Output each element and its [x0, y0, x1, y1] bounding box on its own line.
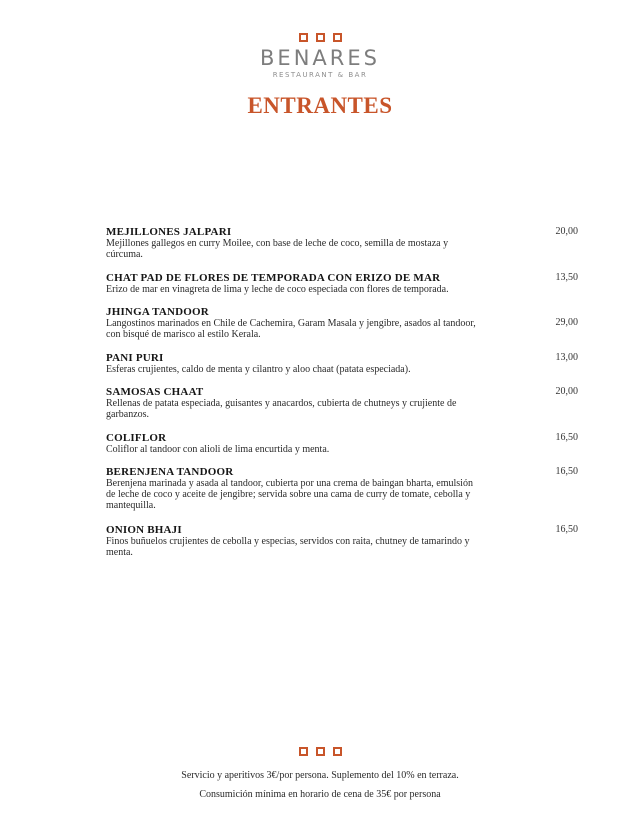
- menu-item: [106, 272, 578, 295]
- item-price: 13,00: [555, 352, 578, 363]
- item-price: 16,50: [555, 524, 578, 535]
- item-name: COLIFLOR: [106, 432, 167, 444]
- item-name: BERENJENA TANDOOR: [106, 466, 234, 478]
- item-price: 20,00: [555, 386, 578, 397]
- section-title: ENTRANTES: [247, 93, 393, 118]
- item-price: 13,50: [555, 272, 578, 283]
- item-name: CHAT PAD DE FLORES DE TEMPORADA CON ERIZO DE MAR: [106, 272, 441, 284]
- menu-item: [106, 306, 578, 340]
- item-description: Coliflor al tandoor con alioli de lima encurtida y menta.: [106, 444, 330, 455]
- item-description: Berenjena marinada y asada al tandoor, cubierta por una crema de baingan bharta, emulsión de leche de coco y aceite de jengibre; servida sobre una cama de curry de tomate, cebolla y mantequilla.: [106, 478, 473, 511]
- logo-square-icon: [299, 747, 308, 756]
- brand-subtitle: RESTAURANT & BAR: [272, 71, 368, 79]
- logo-square-icon: [299, 33, 308, 42]
- logo-square-icon: [333, 33, 342, 42]
- logo-square-icon: [333, 747, 342, 756]
- item-name: PANI PURI: [106, 352, 164, 364]
- menu-item: [106, 386, 578, 420]
- brand-name: BENARES: [260, 46, 380, 70]
- logo-square-icon: [316, 33, 325, 42]
- footer-minimum-note: Consumición mínima en horario de cena de 35€ por persona: [199, 789, 441, 800]
- item-description: Finos buñuelos crujientes de cebolla y especias, servidos con raita, chutney de tamarindo y menta.: [106, 536, 470, 558]
- item-description: Mejillones gallegos en curry Moilee, con base de leche de coco, semilla de mostaza y cúrcuma.: [106, 238, 449, 260]
- item-name: SAMOSAS CHAAT: [106, 386, 204, 398]
- item-name: MEJILLONES JALPARI: [106, 226, 232, 238]
- item-price: 29,00: [555, 317, 578, 328]
- logo-squares-bottom: [0, 747, 640, 756]
- menu-item: [106, 226, 578, 260]
- item-price: 20,00: [555, 226, 578, 237]
- item-name: JHINGA TANDOOR: [106, 306, 209, 318]
- item-name: ONION BHAJI: [106, 524, 182, 536]
- menu-item: [106, 352, 578, 375]
- footer-service-note: Servicio y aperitivos 3€/por persona. Suplemento del 10% en terraza.: [181, 770, 459, 781]
- item-price: 16,50: [555, 466, 578, 477]
- item-price: 16,50: [555, 432, 578, 443]
- menu-item: [106, 466, 578, 511]
- item-description: Rellenas de patata especiada, guisantes y anacardos, cubierta de chutneys y crujiente de garbanzos.: [106, 398, 457, 420]
- item-description: Langostinos marinados en Chile de Cachemira, Garam Masala y jengibre, asados al tandoor, con bisqué de marisco al estilo Kerala.: [106, 318, 476, 340]
- item-description: Esferas crujientes, caldo de menta y cilantro y aloo chaat (patata especiada).: [106, 364, 411, 375]
- menu-item: [106, 432, 578, 455]
- item-description: Erizo de mar en vinagreta de lima y leche de coco especiada con flores de temporada.: [106, 284, 449, 295]
- menu-item: [106, 524, 578, 558]
- logo-squares-top: [0, 33, 640, 42]
- logo-square-icon: [316, 747, 325, 756]
